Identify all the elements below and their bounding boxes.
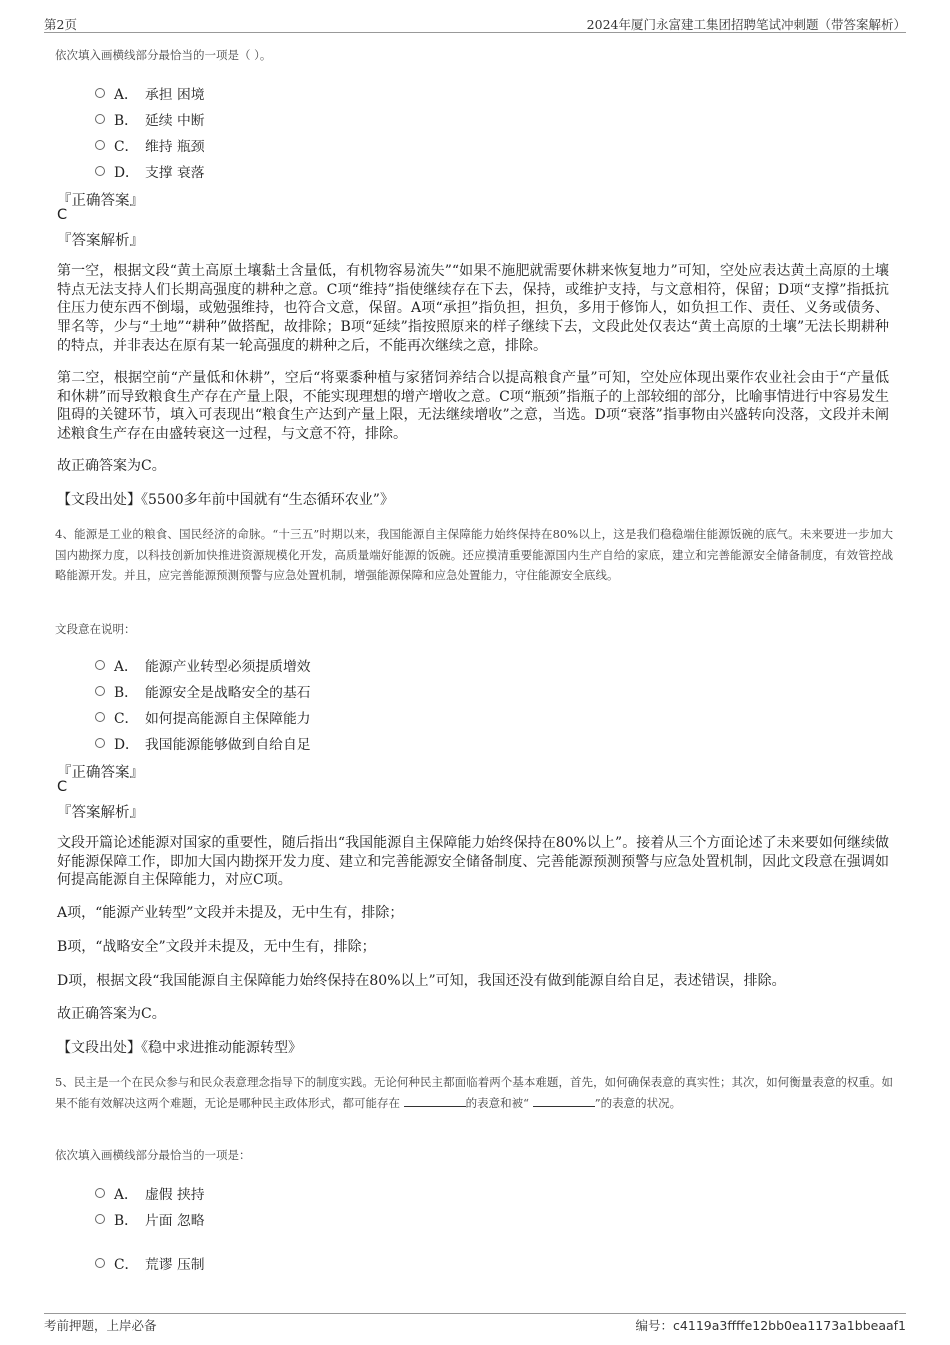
q4-analysis-p3: B项，“战略安全”文段并未提及，无中生有，排除； [57, 939, 376, 955]
q3-analysis-label: 『答案解析』 [57, 233, 144, 249]
q4-analysis-p5: 故正确答案为C。 [57, 1006, 166, 1022]
q4-text: 4、能源是工业的粮食、国民经济的命脉。“十三五”时期以来，我国能源自主保障能力始终保持在80%以上，这是我们稳稳端住能源饭碗的底气。未来要进一步加大国内勘探力度，以科技创新加快推进资源规模化开发，高质量端好能源的饭碗。还应摸清重要能源国内生产自给的家底，建立和完善能源安全储备制度，有效管控战略能源开发。并且，应完善能源预测预警与应急处置机制，增强能源保障和应急处置能力，守住能源安全底线。 [55, 527, 893, 582]
radio-icon[interactable] [95, 140, 105, 150]
fill-blank-2[interactable] [533, 1095, 595, 1107]
radio-icon[interactable] [95, 686, 105, 696]
page-number: 第2页 [44, 17, 77, 32]
q3-answer: C [57, 207, 68, 223]
q4-analysis-p4: D项，根据文段“我国能源自主保障能力始终保持在80%以上”可知，我国还没有做到能源自给自足，表述错误，排除。 [57, 973, 786, 989]
document-title: 2024年厦门永富建工集团招聘笔试冲刺题（带答案解析） [586, 17, 906, 32]
q4-analysis-label: 『答案解析』 [57, 805, 144, 821]
radio-icon[interactable] [95, 660, 105, 670]
radio-icon[interactable] [95, 738, 105, 748]
q3-source: 【文段出处】《5500多年前中国就有“生态循环农业”》 [57, 492, 394, 508]
q4-source: 【文段出处】《稳中求进推动能源转型》 [57, 1040, 302, 1056]
q3-prompt: 依次填入画横线部分最恰当的一项是（ ）。 [55, 48, 272, 62]
q3-analysis-p2: 第二空，根据空前“产量低和休耕”，空后“将粟黍种植与家猪饲养结合以提高粮食产量”可知，空处应体现出粟作农业社会由于“产量低和休耕”而导致粮食生产存在产量上限，不能实现理想的增产增收之意。C项“瓶颈”指瓶子的上部较细的部分，比喻事情进行中容易发生阻碍的关键环节，填入可表现出“粮食生产达到产量上限，无法继续增收”之意，当选。D项“衰落”指事物由兴盛转向没落，文段并未阐述粮食生产存在由盛转衰这一过程，与文意不符，排除。 [57, 370, 889, 443]
q4-analysis-p2: A项，“能源产业转型”文段并未提及，无中生有，排除； [57, 905, 404, 921]
radio-icon[interactable] [95, 1188, 105, 1198]
document-code: 编号：c4119a3ffffe12bb0ea1173a1bbeaaf1 [635, 1318, 906, 1333]
page-footer [44, 1313, 906, 1333]
radio-icon[interactable] [95, 712, 105, 722]
q4-answer-label: 『正确答案』 [57, 765, 144, 781]
page-header [44, 13, 906, 33]
q4-prompt: 文段意在说明： [55, 622, 136, 636]
q5-text: 5、民主是一个在民众参与和民众表意理念指导下的制度实践。无论何种民主都面临着两个基本难题，首先，如何确保表意的真实性；其次，如何衡量表意的权重。如果不能有效解决这两个难题，无论是哪种民主政体形式，都可能存在 的表意和被“ ”的表意的状况。 [55, 1075, 893, 1110]
q3-answer-label: 『正确答案』 [57, 193, 144, 209]
q5-prompt: 依次填入画横线部分最恰当的一项是： [55, 1148, 251, 1162]
radio-icon[interactable] [95, 114, 105, 124]
footer-slogan: 考前押题，上岸必备 [44, 1318, 157, 1333]
q4-analysis-p1: 文段开篇论述能源对国家的重要性，随后指出“我国能源自主保障能力始终保持在80%以上”。接着从三个方面论述了未来要如何继续做好能源保障工作，即加大国内勘探开发力度、建立和完善能源安全储备制度、完善能源预测预警与应急处置机制，因此文段意在强调如何提高能源自主保障能力，对应C项。 [57, 835, 889, 889]
q3-analysis-p3: 故正确答案为C。 [57, 458, 166, 474]
fill-blank-1[interactable] [404, 1095, 466, 1107]
radio-icon[interactable] [95, 166, 105, 176]
radio-icon[interactable] [95, 1258, 105, 1268]
q3-analysis-p1: 第一空，根据文段“黄土高原土壤黏土含量低，有机物容易流失”“如果不施肥就需要休耕来恢复地力”可知，空处应表达黄土高原的土壤特点无法支持人们长期高强度的耕种之意。C项“维持”指使继续存在下去，保持，或维护支持，与文意相符，保留；D项“支撑”指抵抗住压力使东西不倒塌，或勉强维持，也符合文意，保留。A项“承担”指负担，担负，多用于修饰人，如负担工作、责任、义务或债务、罪名等，少与“土地”“耕种”做搭配，故排除；B项“延续”指按照原来的样子继续下去，文段此处仅表达“黄土高原的土壤”无法长期耕种的特点，并非表达在原有某一轮高强度的耕种之后，不能再次继续之意，排除。 [57, 263, 889, 354]
radio-icon[interactable] [95, 88, 105, 98]
radio-icon[interactable] [95, 1214, 105, 1224]
q4-answer: C [57, 779, 68, 795]
